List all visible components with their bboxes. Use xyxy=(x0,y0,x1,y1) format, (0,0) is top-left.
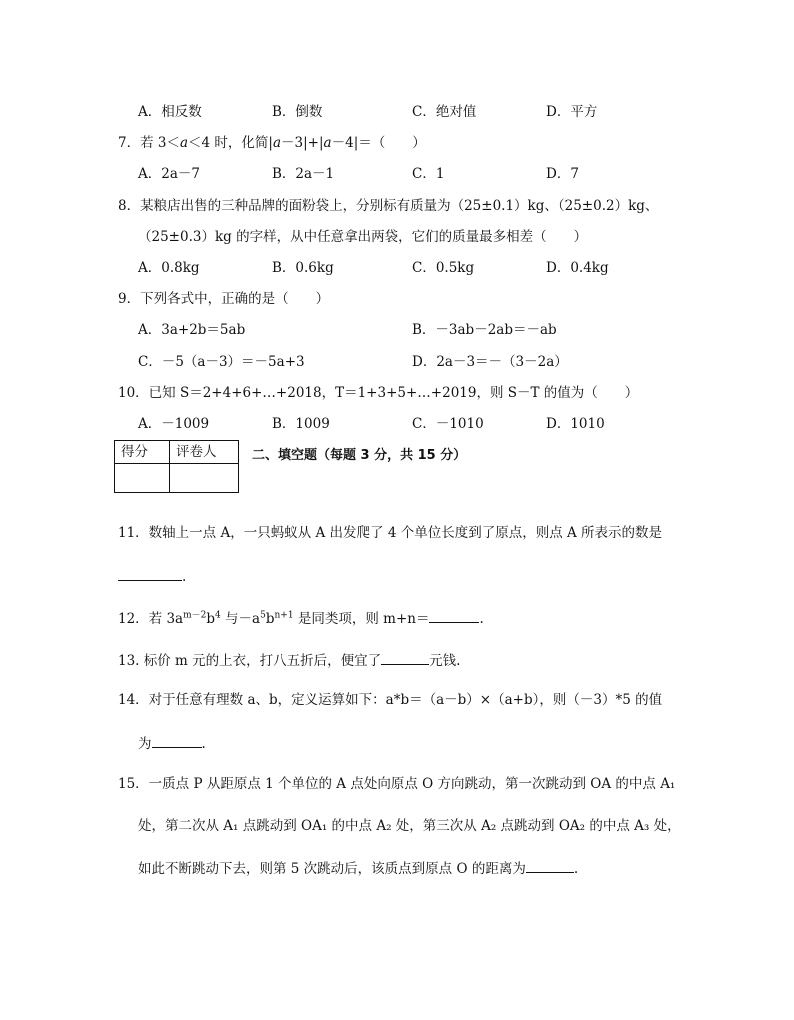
q14-stem-line2: 为 . xyxy=(138,733,206,754)
q8-option-b: B．0.6kg xyxy=(272,260,334,276)
q11-blank[interactable] xyxy=(118,566,182,581)
grade-table xyxy=(114,440,239,493)
q11-answer-line: . xyxy=(118,566,186,587)
q7-option-a: A．2a－7 xyxy=(138,166,200,182)
score-cell[interactable] xyxy=(115,464,170,493)
q15-stem-line2: 处，第二次从 A₁ 点跳动到 OA₁ 的中点 A₂ 处，第三次从 A₂ 点跳动到 OA₂ 的中点 A₃ 处， xyxy=(138,818,681,834)
q7-stem: 7．若 3＜a＜4 时，化简|a－3|+|a－4|＝（ ） xyxy=(118,135,426,151)
q10-option-b: B．1009 xyxy=(272,416,330,432)
q10-option-a: A．－1009 xyxy=(138,416,210,432)
q9-option-d: D．2a－3＝－（3－2a） xyxy=(412,354,568,370)
q13-stem: 13. 标价 m 元的上衣，打八五折后，便宜了 元钱. xyxy=(118,650,460,671)
q8-stem-line2: （25±0.3）kg 的字样，从中任意拿出两袋，它们的质量最多相差（ ） xyxy=(138,229,588,245)
q10-stem: 10．已知 S＝2+4+6+…+2018，T＝1+3+5+…+2019，则 S－T 的值为（ ） xyxy=(118,385,639,401)
q13-blank[interactable] xyxy=(381,650,429,665)
score-label: 得分 xyxy=(115,441,170,464)
q12-stem: 12．若 $3a^{m-2}b^4$ 与$-a^5b^{n+1}$ 是同类项，则 m+n＝ . xyxy=(118,608,484,629)
q7-option-b: B．2a－1 xyxy=(272,166,335,182)
q6-option-b: B．倒数 xyxy=(272,104,323,120)
q9-option-b: B．－3ab－2ab＝－ab xyxy=(412,322,557,338)
q8-stem-line1: 8．某粮店出售的三种品牌的面粉袋上，分别标有质量为（25±0.1）kg、（25±0.2）kg、 xyxy=(118,198,659,214)
q14-blank[interactable] xyxy=(152,733,202,748)
q9-option-a: A．3a+2b＝5ab xyxy=(138,322,246,338)
q8-option-c: C．0.5kg xyxy=(412,260,475,276)
q11-stem: 11．数轴上一点 A，一只蚂蚁从 A 出发爬了 4 个单位长度到了原点，则点 A 所表示的数是 xyxy=(118,525,663,541)
q14-stem-line1: 14．对于任意有理数 a、b，定义运算如下：a*b＝（a－b）×（a+b），则（－3）*5 的值 xyxy=(118,692,663,708)
section-2-title: 二、填空题（每题 3 分，共 15 分） xyxy=(252,448,467,463)
q7-option-c: C．1 xyxy=(412,166,445,182)
q7-option-d: D．7 xyxy=(546,166,579,182)
q9-option-c: C．－5（a－3）＝－5a+3 xyxy=(138,354,305,370)
q15-stem-line3: 如此不断跳动下去，则第 5 次跳动后，该质点到原点 O 的距离为 . xyxy=(138,858,578,879)
q9-stem: 9．下列各式中，正确的是（ ） xyxy=(118,291,330,307)
q10-option-c: C．－1010 xyxy=(412,416,484,432)
grader-cell[interactable] xyxy=(170,464,239,493)
q15-blank[interactable] xyxy=(526,858,574,873)
q6-option-a: A．相反数 xyxy=(138,104,202,120)
q10-option-d: D．1010 xyxy=(546,416,605,432)
q15-stem-line1: 15．一质点 P 从距原点 1 个单位的 A 点处向原点 O 方向跳动，第一次跳动到 OA 的中点 A₁ xyxy=(118,776,676,792)
q8-option-d: D．0.4kg xyxy=(546,260,609,276)
grader-label: 评卷人 xyxy=(170,441,239,464)
q8-option-a: A．0.8kg xyxy=(138,260,200,276)
q12-blank[interactable] xyxy=(429,608,479,623)
q6-option-d: D．平方 xyxy=(546,104,598,120)
q6-option-c: C．绝对值 xyxy=(412,104,477,120)
